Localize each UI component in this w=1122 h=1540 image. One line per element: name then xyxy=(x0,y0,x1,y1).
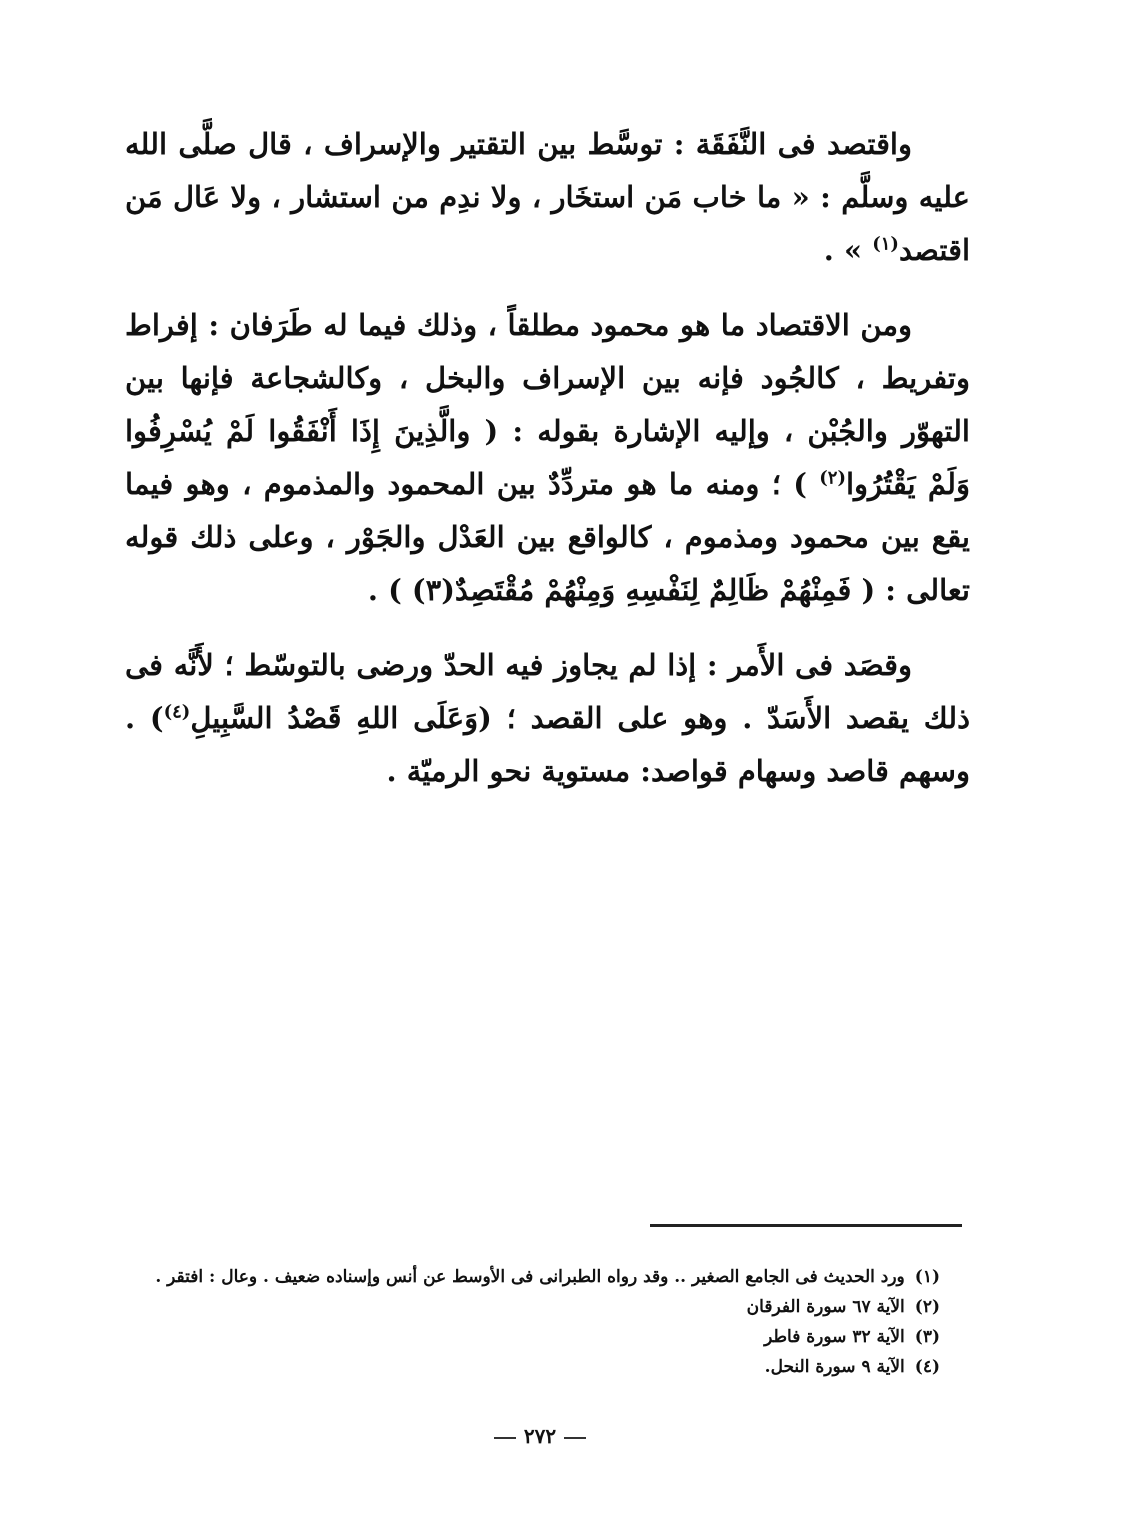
footnote-4 xyxy=(110,1352,940,1382)
footnote-text: ورد الحديث فى الجامع الصغير .. وقد رواه الطبرانى فى الأوسط عن أنس وإسناده ضعيف . وعال : افتقر . xyxy=(155,1267,905,1287)
paragraph-2-text: ومن الاقتصاد ما هو محمود مطلقاً ، وذلك فيما له طَرَفان : إفراط وتفريط ، كالجُود فإنه بين الإسراف والبخل ، وكالشجاعة فإنها بين التهوّر والجُبْن ، وإليه الإشارة بقوله : ( والَّذِينَ إِذَا أَنْفَقُوا لَمْ يُسْرِفُوا وَلَمْ يَقْتُرُوا xyxy=(125,308,970,501)
footnotes xyxy=(110,1262,940,1382)
footnote-ref-2: (٢) xyxy=(819,467,846,489)
paragraph-1-tail: » . xyxy=(823,233,873,267)
paragraph-1-text: واقتصد فى النَّفَقَة : توسَّط بين التقتير والإسراف ، قال صلَّى الله عليه وسلَّم : « ما خاب مَن استخَار ، ولا ندِم من استشار ، ولا عَال مَن اقتصد xyxy=(125,127,970,267)
footnote-number: (٢) xyxy=(914,1297,940,1317)
footnote-1 xyxy=(110,1262,940,1292)
footnote-number: (٤) xyxy=(914,1357,940,1377)
paragraph-2-tail: ) ؛ ومنه ما هو متردِّدٌ بين المحمود والمذموم ، وهو فيما يقع بين محمود ومذموم ، كالواقع بين العَدْل والجَوْر ، وعلى ذلك قوله تعالى : ( فَمِنْهُمْ ظَالِمٌ لِنَفْسِهِ وَمِنْهُمْ مُقْتَصِدٌ(٣) ) . xyxy=(125,467,970,607)
footnote-text: الآية ٣٢ سورة فاطر xyxy=(764,1327,905,1347)
footnote-2 xyxy=(110,1292,940,1322)
paragraph-3 xyxy=(125,639,970,798)
paragraph-1 xyxy=(125,118,970,277)
paragraph-3-text: وقصَد فى الأَمر : إذا لم يجاوز فيه الحدّ ورضى بالتوسّط ؛ لأَنَّه فى ذلك يقصد الأَسَدّ . وهو على القصد ؛ (وَعَلَى اللهِ قَصْدُ السَّبِيلِ xyxy=(125,648,970,735)
page-number-value: ٢٧٢ xyxy=(523,1424,557,1448)
page-number-dash-left xyxy=(494,1437,516,1439)
footnote-separator xyxy=(650,1224,962,1227)
footnote-number: (٣) xyxy=(914,1327,940,1347)
footnote-number: (١) xyxy=(914,1267,940,1287)
paragraph-3-tail: ) . وسهم قاصد وسهام قواصد: مستوية نحو الرميّة . xyxy=(125,701,970,788)
main-text xyxy=(125,118,970,820)
footnote-ref-4: (٤) xyxy=(163,701,191,723)
footnote-text: الآية ٩ سورة النحل. xyxy=(764,1357,905,1377)
footnote-text: الآية ٦٧ سورة الفرقان xyxy=(746,1297,905,1317)
footnote-3 xyxy=(110,1322,940,1352)
paragraph-2 xyxy=(125,299,970,617)
footnote-ref-1: (١) xyxy=(872,233,899,255)
page-number xyxy=(480,1424,600,1448)
page-number-dash-right xyxy=(564,1437,586,1439)
